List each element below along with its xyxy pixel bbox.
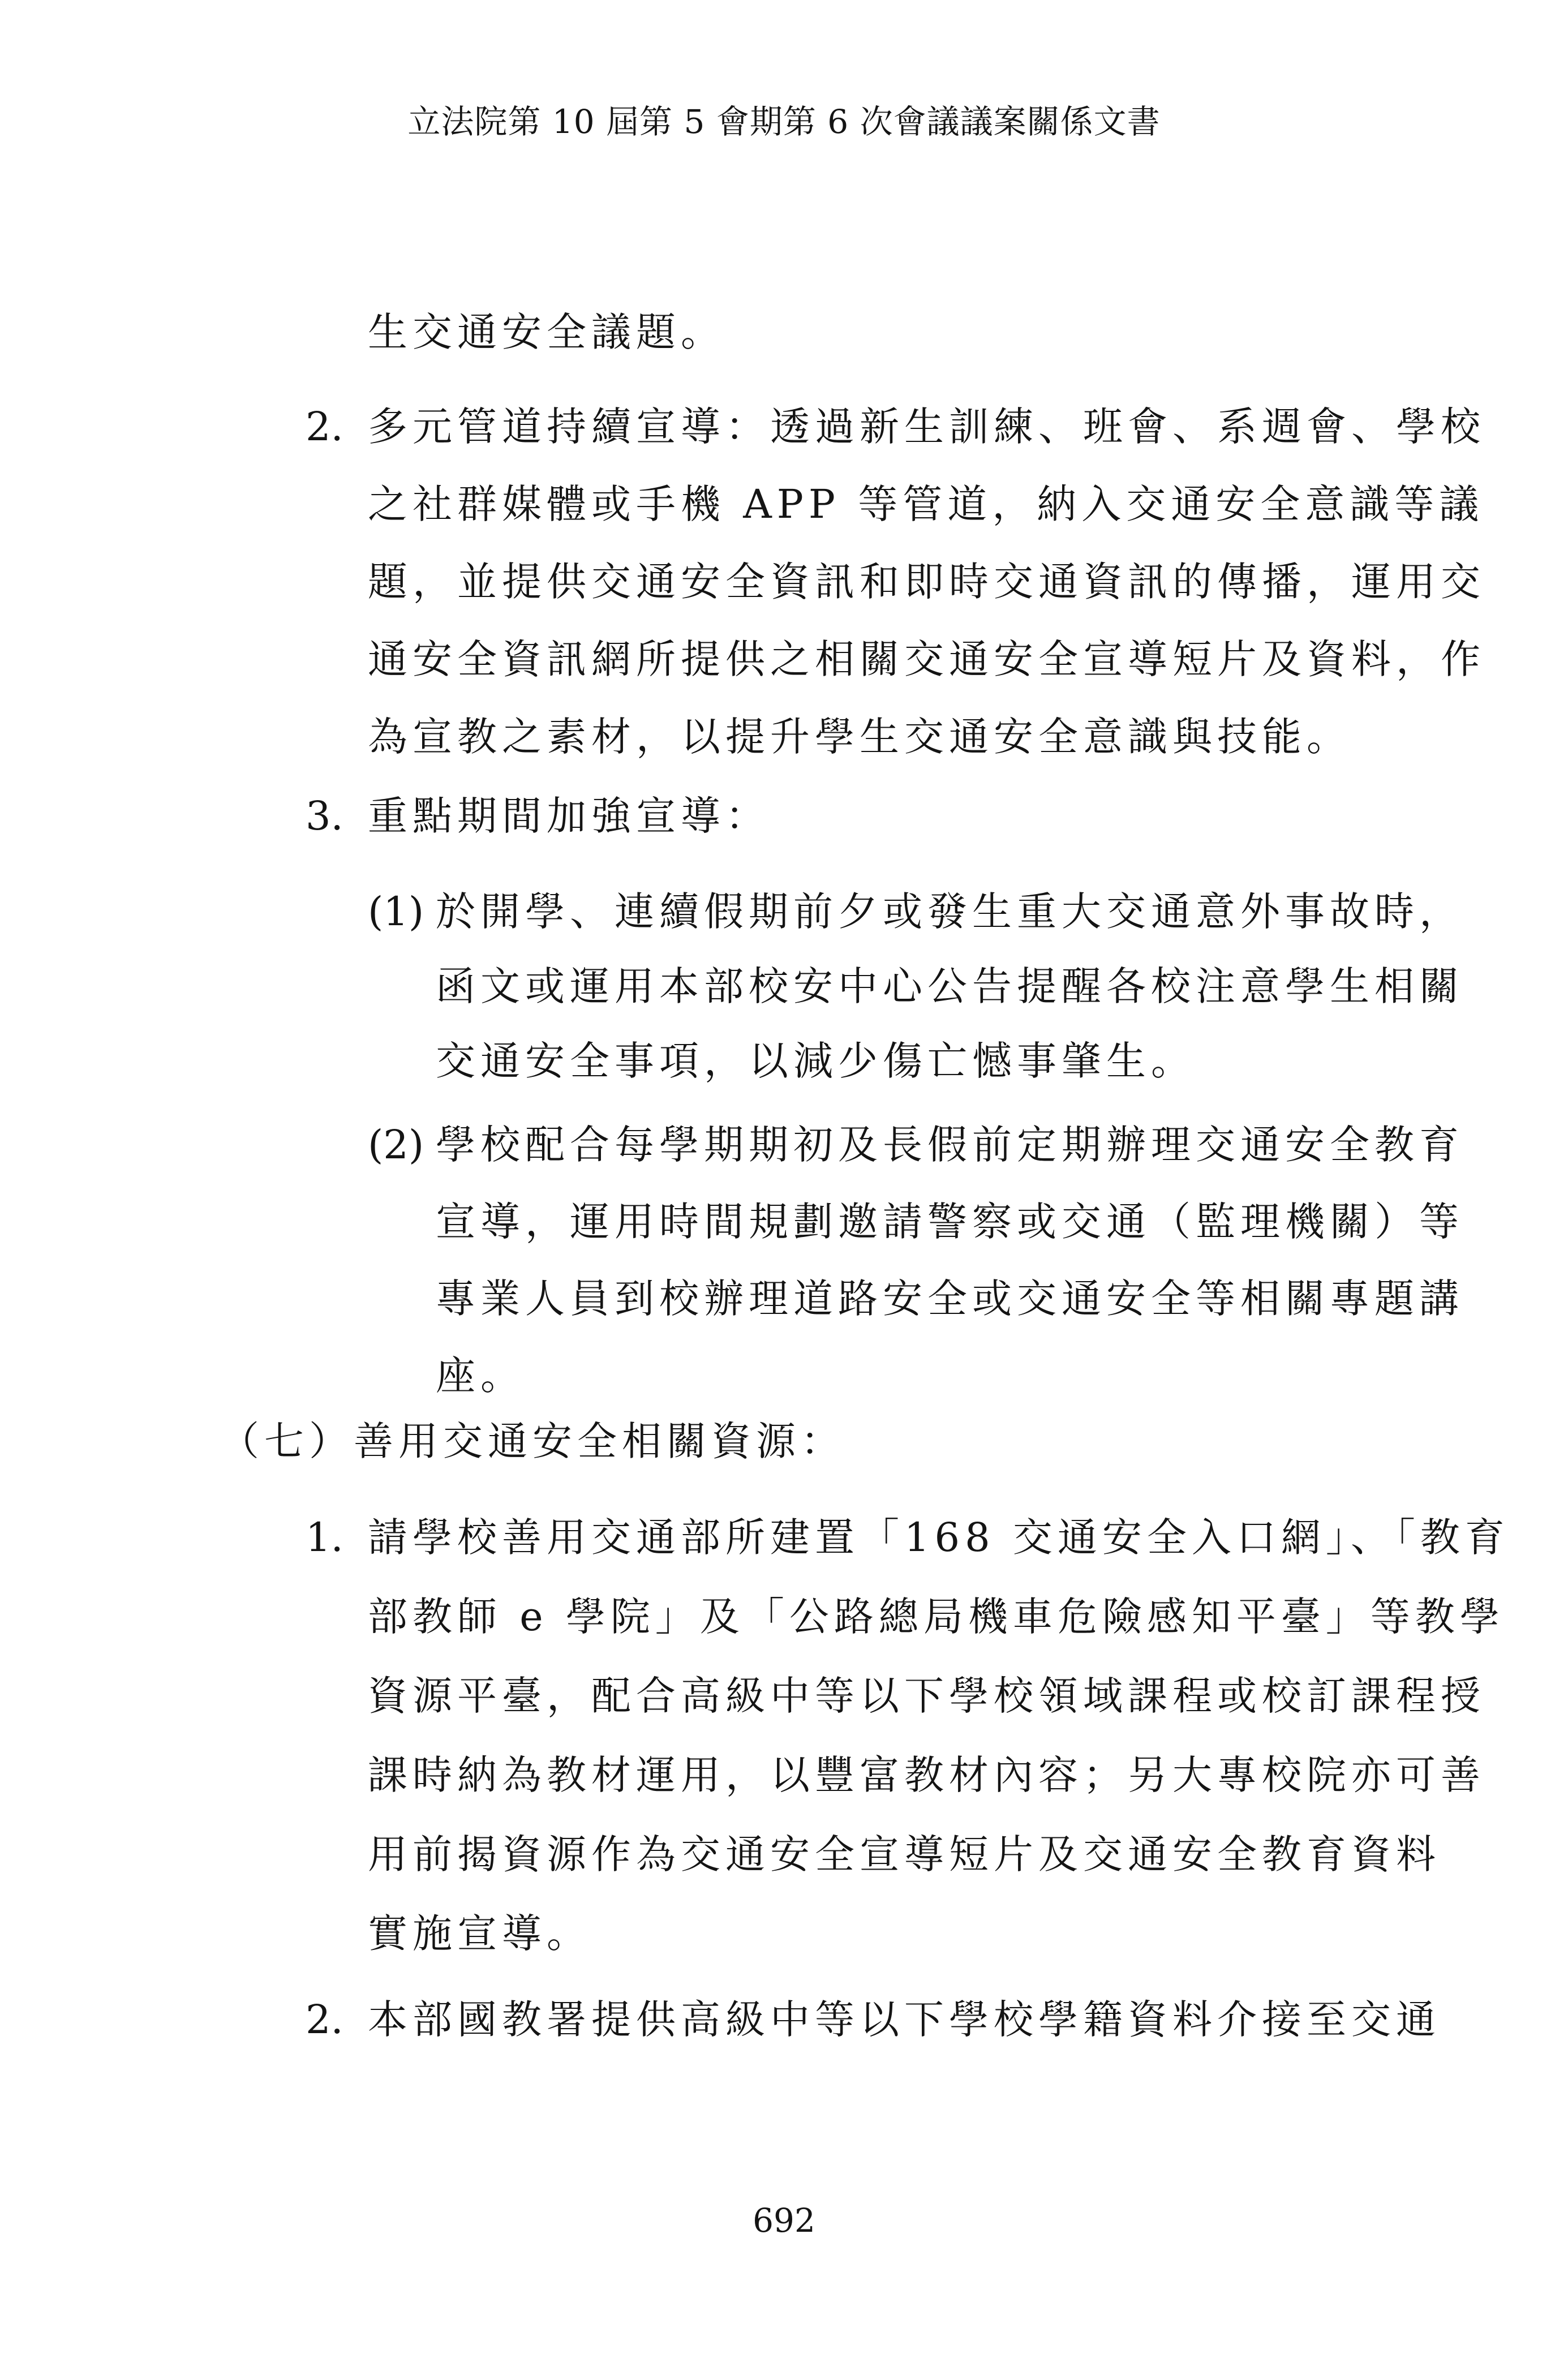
item-2-line-2: 之社群媒體或手機 APP 等管道，納入交通安全意識等議 xyxy=(368,481,1484,527)
sub-item-1-line-1: 於開學、連續假期前夕或發生重大交通意外事故時， xyxy=(436,888,1464,935)
section-7-item-2-marker: 2. xyxy=(306,1996,343,2043)
page-number: 692 xyxy=(753,2201,815,2240)
sub-item-2-line-4: 座。 xyxy=(436,1352,525,1399)
sub-item-2-line-1: 學校配合每學期期初及長假前定期辦理交通安全教育 xyxy=(436,1122,1464,1168)
item-3-text: 重點期間加強宣導： xyxy=(368,793,770,839)
item-2-marker: 2. xyxy=(306,403,343,450)
section-7-item-2-line-1: 本部國教署提供高級中等以下學校學籍資料介接至交通 xyxy=(368,1996,1441,2043)
section-7-item-1-line-5: 用前揭資源作為交通安全宣導短片及交通安全教育資料 xyxy=(368,1831,1441,1878)
sub-item-2-marker: (2) xyxy=(368,1122,424,1168)
item-2-line-4: 通安全資訊網所提供之相關交通安全宣導短片及資料，作 xyxy=(368,636,1485,682)
item-2-line-1: 多元管道持續宣導：透過新生訓練、班會、系週會、學校 xyxy=(368,403,1485,450)
sub-item-1-line-3: 交通安全事項，以減少傷亡憾事肇生。 xyxy=(436,1038,1196,1084)
sub-item-2-line-2: 宣導，運用時間規劃邀請警察或交通（監理機關）等 xyxy=(436,1198,1464,1245)
sub-item-1-marker: (1) xyxy=(368,888,424,935)
section-7-heading: （七）善用交通安全相關資源： xyxy=(220,1418,845,1464)
item-2-line-5: 為宣教之素材，以提升學生交通安全意識與技能。 xyxy=(368,714,1351,760)
section-7-item-1-line-4: 課時納為教材運用，以豐富教材內容；另大專校院亦可善 xyxy=(368,1752,1485,1798)
section-7-item-1-line-1: 請學校善用交通部所建置「168 交通安全入口網」、「教育 xyxy=(368,1514,1510,1561)
item-2-line-3: 題，並提供交通安全資訊和即時交通資訊的傳播，運用交 xyxy=(368,559,1485,605)
sub-item-1-line-2: 函文或運用本部校安中心公告提醒各校注意學生相關 xyxy=(436,963,1464,1009)
section-7-item-1-line-2: 部教師 e 學院」及「公路總局機車危險感知平臺」等教學 xyxy=(368,1593,1505,1640)
document-header: 立法院第 10 屆第 5 會期第 6 次會議議案關係文書 xyxy=(407,102,1161,141)
section-7-item-1-line-3: 資源平臺，配合高級中等以下學校領域課程或校訂課程授 xyxy=(368,1673,1485,1719)
section-7-item-1-line-6: 實施宣導。 xyxy=(368,1910,591,1957)
sub-item-2-line-3: 專業人員到校辦理道路安全或交通安全等相關專題講 xyxy=(436,1275,1464,1322)
item-3-marker: 3. xyxy=(306,793,343,839)
section-7-item-1-marker: 1. xyxy=(306,1514,343,1561)
intro-line: 生交通安全議題。 xyxy=(368,309,725,355)
